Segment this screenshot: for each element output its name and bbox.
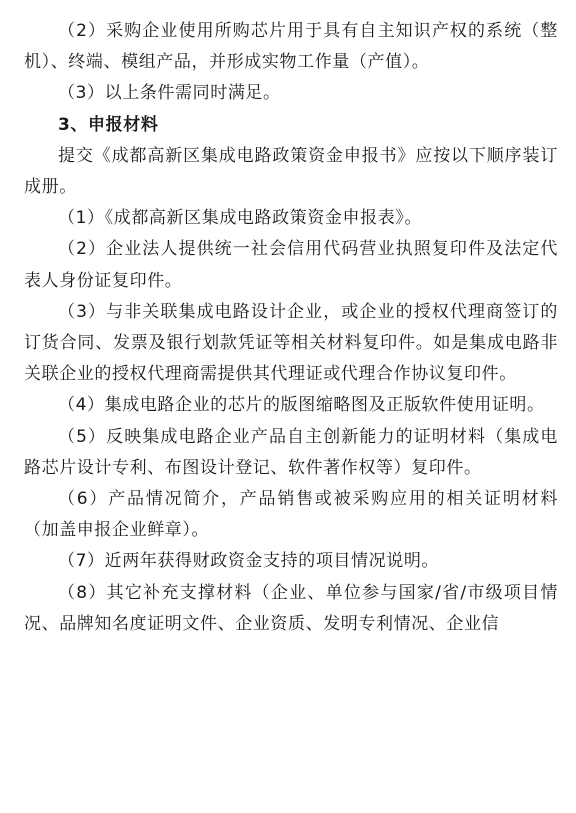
paragraph-material-2: （2）企业法人提供统一社会信用代码营业执照复印件及法定代表人身份证复印件。	[24, 239, 558, 291]
paragraph-condition-2: （2）采购企业使用所购芯片用于具有自主知识产权的系统（整机）、终端、模组产品，并形成实物工作量（产值）。	[24, 21, 558, 73]
section-heading-materials: 3、申报材料	[58, 114, 159, 135]
paragraph-material-4: （4）集成电路企业的芯片的版图缩略图及正版软件使用证明。	[58, 395, 545, 416]
paragraph-material-3: （3）与非关联集成电路设计企业，或企业的授权代理商签订的订货合同、发票及银行划款凭证等相关材料复印件。如是集成电路非关联企业的授权代理商需提供其代理证或代理合作协议复印件。	[24, 301, 558, 385]
paragraph-condition-3: （3）以上条件需同时满足。	[58, 83, 281, 104]
paragraph-material-1: （1）《成都高新区集成电路政策资金申报表》。	[58, 208, 423, 229]
paragraph-submission-intro: 提交《成都高新区集成电路政策资金申报书》应按以下顺序装订成册。	[24, 145, 558, 198]
paragraph-material-8: （8）其它补充支撑材料（企业、单位参与国家/省/市级项目情况、品牌知名度证明文件、企业资质、发明专利情况、企业信	[24, 582, 558, 634]
paragraph-material-6: （6）产品情况简介，产品销售或被采购应用的相关证明材料（加盖申报企业鲜章）。	[24, 489, 558, 541]
paragraph-material-7: （7）近两年获得财政资金支持的项目情况说明。	[58, 551, 440, 572]
paragraph-material-5: （5）反映集成电路企业产品自主创新能力的证明材料（集成电路芯片设计专利、布图设计登记、软件著作权等）复印件。	[24, 426, 558, 478]
